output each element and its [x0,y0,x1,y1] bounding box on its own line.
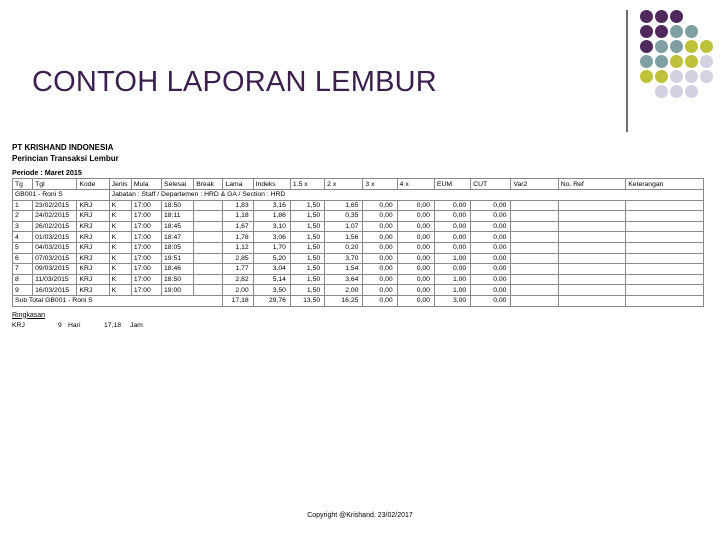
table-cell: 18:45 [162,221,194,232]
column-header: 2 x [325,179,363,190]
divider-line [626,10,628,132]
table-cell: 0,00 [471,295,511,306]
table-cell: 0,00 [397,264,434,275]
table-cell: 1,00 [434,285,470,296]
table-cell: KRJ [77,264,109,275]
table-cell [511,295,558,306]
table-cell: 0,00 [363,242,397,253]
table-cell [511,264,558,275]
table-cell: 1,54 [325,264,363,275]
table-cell: 0,00 [363,295,397,306]
table-cell: 1,70 [253,242,290,253]
decorative-dot [640,10,653,23]
table-cell: K [109,232,131,243]
column-header: Selesai [162,179,194,190]
table-cell: 0,00 [434,200,470,211]
table-cell: 6 [13,253,33,264]
table-cell: K [109,221,131,232]
table-cell [511,253,558,264]
table-row [13,274,704,285]
column-header: Tg [13,179,33,190]
table-cell [558,285,625,296]
column-header: Var2 [511,179,558,190]
table-cell: 0,00 [363,253,397,264]
table-cell: 1,50 [290,285,324,296]
table-cell [511,221,558,232]
decorative-dot [670,85,683,98]
summary-days: 9 [58,321,62,329]
table-cell: 17:00 [131,253,161,264]
table-cell: 01/03/2015 [33,232,77,243]
table-cell: 3,64 [325,274,363,285]
table-cell: 0,00 [363,264,397,275]
column-header: Tgl [33,179,77,190]
decorative-dot [640,40,653,53]
table-cell: K [109,274,131,285]
table-row [13,211,704,222]
table-row [13,242,704,253]
table-cell: K [109,242,131,253]
copyright-text: Copyright @Krishand. 23/02/2017 [307,512,413,519]
table-cell [194,211,223,222]
table-cell [558,274,625,285]
table-cell: 0,00 [397,274,434,285]
table-cell [626,295,704,306]
table-cell: 3,70 [325,253,363,264]
table-cell [626,221,704,232]
decorative-dot [670,70,683,83]
table-cell [626,200,704,211]
table-cell [511,242,558,253]
table-cell: 5 [13,242,33,253]
table-cell: 7 [13,264,33,275]
table-cell: 0,00 [471,264,511,275]
decorative-dot [700,55,713,68]
table-cell: 0,00 [397,253,434,264]
table-cell: 09/03/2015 [33,264,77,275]
decorative-dot-grid [640,10,720,120]
table-cell: 1,50 [290,211,324,222]
column-header: 4 x [397,179,434,190]
decorative-dot [685,25,698,38]
table-cell: 0,00 [471,221,511,232]
table-cell: 3,10 [253,221,290,232]
table-cell: 1,50 [290,242,324,253]
table-cell: 1,50 [290,264,324,275]
table-cell: 17:00 [131,232,161,243]
summary-code: KRJ [12,321,25,329]
table-cell: 0,00 [363,221,397,232]
table-cell: 17:00 [131,200,161,211]
table-cell: 1 [13,200,33,211]
table-row [13,264,704,275]
table-cell: KRJ [77,274,109,285]
table-cell [511,274,558,285]
table-cell: 19:00 [162,285,194,296]
table-cell: 3,16 [253,200,290,211]
table-cell: 16/03/2015 [33,285,77,296]
table-cell: K [109,285,131,296]
table-cell [194,285,223,296]
table-cell: 0,00 [397,211,434,222]
decorative-dot [670,40,683,53]
table-cell: 0,00 [434,232,470,243]
table-cell: 2,00 [325,285,363,296]
column-header: 3 x [363,179,397,190]
table-cell: KRJ [77,232,109,243]
table-cell: 1,07 [325,221,363,232]
table-cell [194,274,223,285]
table-cell [194,253,223,264]
table-row [13,200,704,211]
column-header: Kode [77,179,109,190]
table-cell: 18:50 [162,200,194,211]
table-cell: 3 [13,221,33,232]
table-cell: 18:46 [162,264,194,275]
table-cell: 23/02/2015 [33,200,77,211]
overtime-report [12,142,712,331]
table-cell: 0,00 [471,200,511,211]
table-cell [511,285,558,296]
table-cell [558,253,625,264]
table-cell: 0,00 [397,200,434,211]
table-cell [558,221,625,232]
table-cell: 0,00 [397,242,434,253]
employee-position: Jabatan : Staff / Departemen : HRD & GA / Section : HRD [109,190,703,201]
table-cell: 3,00 [434,295,470,306]
employee-info-row [13,190,704,201]
table-cell: 1,67 [223,221,253,232]
table-cell: 0,00 [363,285,397,296]
table-cell [558,242,625,253]
table-cell: 0,00 [363,200,397,211]
decorative-dot [640,55,653,68]
table-header-row [13,179,704,190]
table-cell: 1,12 [223,242,253,253]
table-cell: 19:51 [162,253,194,264]
table-cell: 18:11 [162,211,194,222]
table-cell: 18:05 [162,242,194,253]
decorative-dot [655,10,668,23]
table-cell: KRJ [77,242,109,253]
decorative-dot [700,70,713,83]
table-cell [626,264,704,275]
decorative-dot [655,55,668,68]
decorative-dot [640,70,653,83]
column-header: Jenis [109,179,131,190]
table-cell: 17:00 [131,221,161,232]
table-cell: KRJ [77,200,109,211]
table-cell [194,242,223,253]
table-cell: 26/02/2015 [33,221,77,232]
table-cell: 0,00 [471,211,511,222]
table-cell: 17:00 [131,285,161,296]
overtime-table [12,178,704,307]
table-cell [194,221,223,232]
decorative-dot [670,25,683,38]
table-cell: K [109,264,131,275]
table-cell: 1,78 [223,232,253,243]
table-cell [626,211,704,222]
table-cell: 1,56 [325,232,363,243]
table-cell: 0,00 [471,285,511,296]
table-cell [626,285,704,296]
table-cell: K [109,211,131,222]
table-cell: 17,18 [223,295,253,306]
table-cell: 2 [13,211,33,222]
table-cell: 1,50 [290,221,324,232]
employee-label: GB001 - Roni S [13,190,110,201]
table-cell: 17:00 [131,264,161,275]
table-cell: 0,00 [397,285,434,296]
column-header: EUM [434,179,470,190]
table-cell: 24/02/2015 [33,211,77,222]
table-cell: 07/03/2015 [33,253,77,264]
table-cell [511,232,558,243]
summary-days-unit: Hari [68,321,81,329]
column-header: Indeks [253,179,290,190]
table-cell: 1,50 [290,274,324,285]
summary-hours: 17,18 [104,321,122,329]
table-cell: 1,83 [223,200,253,211]
column-header: Break [194,179,223,190]
table-cell: KRJ [77,253,109,264]
table-cell: 17:00 [131,211,161,222]
table-cell: 04/03/2015 [33,242,77,253]
table-cell: K [109,253,131,264]
table-row [13,232,704,243]
report-period: Periode : Maret 2015 [12,168,82,177]
table-cell [511,200,558,211]
table-cell [194,264,223,275]
table-cell: KRJ [77,211,109,222]
decorative-dot [670,55,683,68]
table-cell: KRJ [77,285,109,296]
table-cell [194,232,223,243]
table-cell: 0,00 [434,264,470,275]
table-cell: 1,50 [290,253,324,264]
table-cell: 0,00 [363,274,397,285]
table-cell: 1,86 [253,211,290,222]
column-header: No. Ref [558,179,625,190]
table-cell [558,200,625,211]
table-cell: 17:00 [131,242,161,253]
table-cell: 0,00 [434,242,470,253]
table-cell: 18:50 [162,274,194,285]
table-cell: 1,00 [434,274,470,285]
table-cell: 0,00 [363,232,397,243]
table-row [13,253,704,264]
table-cell: 8 [13,274,33,285]
table-cell: 13,50 [290,295,324,306]
decorative-dot [685,55,698,68]
table-cell: 2,00 [223,285,253,296]
table-cell: 0,00 [471,274,511,285]
column-header: Lama [223,179,253,190]
column-header: CUT [471,179,511,190]
decorative-dot [655,85,668,98]
table-cell: 16,25 [325,295,363,306]
table-cell: 3,04 [253,264,290,275]
subtotal-row [13,295,704,306]
table-cell [626,242,704,253]
table-cell: 1,00 [434,253,470,264]
table-cell [558,264,625,275]
table-cell: 29,76 [253,295,290,306]
table-cell: 0,00 [397,232,434,243]
table-cell: 3,50 [253,285,290,296]
table-cell [626,274,704,285]
table-cell: 2,85 [223,253,253,264]
table-cell: 2,82 [223,274,253,285]
table-cell: 1,77 [223,264,253,275]
table-cell: 1,65 [325,200,363,211]
decorative-dot [655,40,668,53]
table-cell: 9 [13,285,33,296]
decorative-dot [685,70,698,83]
table-cell: 17:00 [131,274,161,285]
summary-heading: Ringkasan [12,311,46,319]
table-cell [194,200,223,211]
table-cell: 0,00 [397,295,434,306]
table-cell: 5,20 [253,253,290,264]
slide-title: CONTOH LAPORAN LEMBUR [32,66,437,98]
table-row [13,221,704,232]
table-cell: 0,00 [471,253,511,264]
company-name: PT KRISHAND INDONESIA [12,143,114,152]
report-subtitle: Perincian Transaksi Lembur [12,154,119,163]
table-cell: 0,00 [397,221,434,232]
table-cell: 0,00 [434,221,470,232]
table-cell: 18:47 [162,232,194,243]
table-cell [558,232,625,243]
table-cell: 0,00 [363,211,397,222]
table-cell: K [109,200,131,211]
decorative-dot [655,25,668,38]
decorative-dot [700,40,713,53]
table-cell [626,232,704,243]
table-cell: Sub Total GB001 - Roni S [13,295,223,306]
table-cell: 5,14 [253,274,290,285]
table-cell: 0,00 [471,242,511,253]
decorative-dot [670,10,683,23]
table-cell [626,253,704,264]
table-cell: 11/03/2015 [33,274,77,285]
decorative-dot [685,40,698,53]
table-cell: 0,20 [325,242,363,253]
table-cell [511,211,558,222]
table-cell [558,211,625,222]
decorative-dot [655,70,668,83]
table-cell: 1,50 [290,200,324,211]
column-header: 1.5 x [290,179,324,190]
table-cell: 0,00 [434,211,470,222]
table-row [13,285,704,296]
table-cell [558,295,625,306]
table-cell: 1,50 [290,232,324,243]
table-cell: 0,35 [325,211,363,222]
table-cell: 3,06 [253,232,290,243]
summary-row [12,321,712,331]
table-cell: 1,18 [223,211,253,222]
table-cell: KRJ [77,221,109,232]
decorative-dot [685,85,698,98]
table-cell: 4 [13,232,33,243]
summary-hours-unit: Jam [130,321,143,329]
column-header: Mula [131,179,161,190]
column-header: Keterangan [626,179,704,190]
table-cell: 0,00 [471,232,511,243]
decorative-dot [640,25,653,38]
